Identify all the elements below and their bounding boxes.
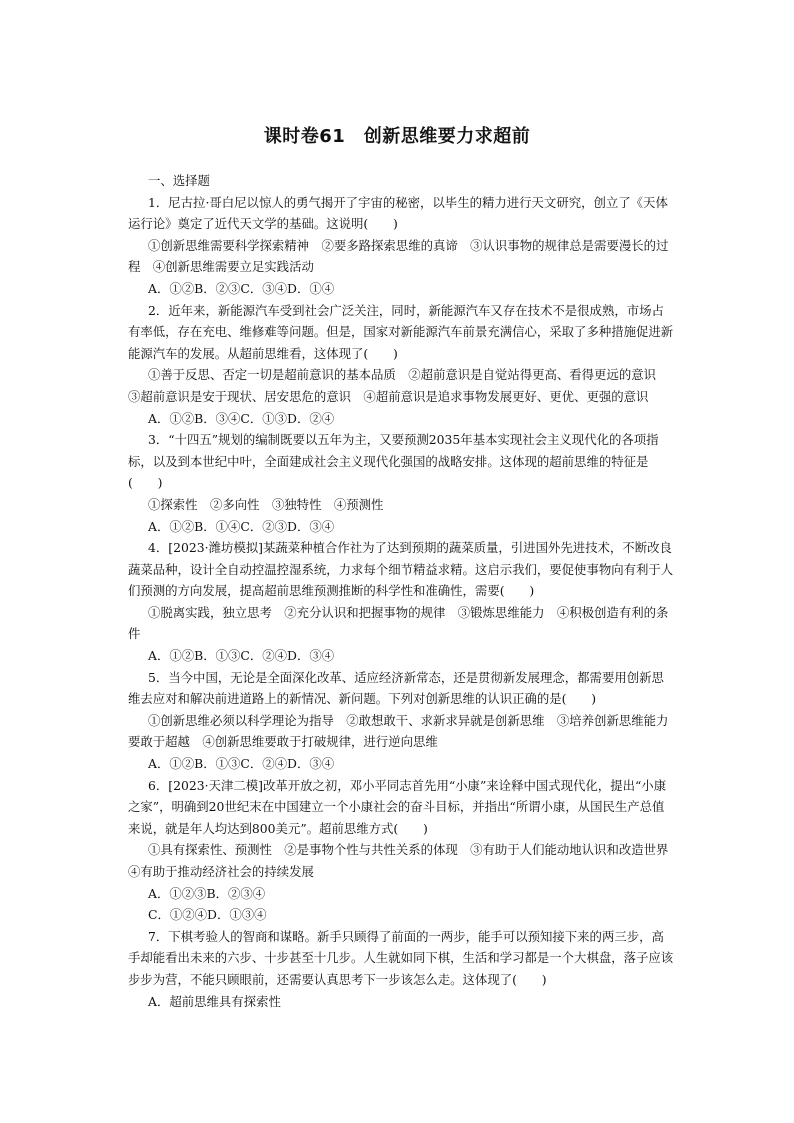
section-heading: 一、选择题	[148, 173, 210, 188]
question-items: ①善于反思、否定一切是超前意识的基本品质 ②超前意识是自觉站得更高、看得更远的意识 ③超前意识是安于现状、居安思危的意识 ④超前意识是追求事物发展更好、更优、更强的意识	[128, 367, 669, 404]
question-stem: 3．“十四五”规划的编制既要以五年为主，又要预测2035年基本实现社会主义现代化的各项指标，以及到本世纪中叶，全面建成社会主义现代化强国的战略安排。这体现的超前思维的特征是( )	[128, 432, 659, 491]
question-stem: 6．[2023·天津二模]改革开放之初，邓小平同志首先用“小康”来诠释中国式现代化，提出“小康之家”，明确到20世纪末在中国建立一个小康社会的奋斗目标，并指出“所谓小康，从国民生产总值来说，就是年人均达到800美元”。超前思维方式( )	[128, 777, 667, 836]
question-stem: 1．尼古拉·哥白尼以惊人的勇气揭开了宇宙的秘密，以毕生的精力进行天文研究，创立了《天体运行论》奠定了近代天文学的基础。这说明( )	[128, 194, 668, 232]
question-items: ①创新思维必须以科学理论为指导 ②敢想敢干、求新求异就是创新思维 ③培养创新思维能力要敢于超越 ④创新思维要敢于打破规律，进行逆向思维	[128, 712, 669, 750]
question-options: A．①②③B．②③④	[148, 885, 266, 901]
question-stem: 7．下棋考验人的智商和谋略。新手只顾得了前面的一两步，能手可以预知接下来的两三步，高手却能看出未来的六步、十步甚至十几步。人生就如同下棋，生活和学习都是一个大棋盘，落子应该步步为营，不能只顾眼前，还需要认真思考下一步该怎么走。这体现了( )	[128, 928, 674, 987]
question-items: ①具有探索性、预测性 ②是事物个性与共性关系的体现 ③有助于人们能动地认识和改造世界 ④有助于推动经济社会的持续发展	[128, 842, 681, 879]
question-items: ①创新思维需要科学探索精神 ②要多路探索思维的真谛 ③认识事物的规律总是需要漫长的过程 ④创新思维需要立足实践活动	[128, 237, 669, 275]
question-options: C．①②④D．①③④	[148, 907, 267, 923]
question-stem: 4．[2023·潍坊模拟]某蔬菜种植合作社为了达到预期的蔬菜质量，引进国外先进技术，不断改良蔬菜品种，设计全自动控温控湿系统，力求每个细节精益求精。这启示我们，要促使事物向有利于人们预测的方向发展，提高超前思维预测推断的科学性和准确性，需要( )	[128, 540, 674, 599]
question-options: A．①②B．①③C．②④D．③④	[148, 648, 335, 664]
question-options: A．①②B．①③C．②④D．③④	[148, 756, 335, 772]
question-options: A．超前思维具有探索性	[148, 993, 281, 1009]
question-options: A．①②B．③④C．①③D．②④	[148, 410, 335, 426]
question-items: ①探索性 ②多向性 ③独特性 ④预测性	[148, 496, 384, 512]
question-options: A．①②B．②③C．③④D．①④	[148, 280, 335, 296]
question-stem: 5．当今中国，无论是全面深化改革、适应经济新常态，还是贯彻新发展理念，都需要用创新思维去应对和解决前进道路上的新情况、新问题。下列对创新思维的认识正确的是( )	[128, 669, 664, 707]
page-title: 课时卷61 创新思维要力求超前	[263, 126, 531, 147]
question-items: ①脱离实践，独立思考 ②充分认识和把握事物的规律 ③锻炼思维能力 ④积极创造有利的条件	[128, 604, 669, 642]
question-body	[128, 170, 681, 1012]
question-stem: 2．近年来，新能源汽车受到社会广泛关注，同时，新能源汽车又存在技术不是很成熟，市场占有率低，存在充电、维修难等问题。但是，国家对新能源汽车前景充满信心，采取了多种措施促进新能源汽车的发展。从超前思维看，这体现了( )	[128, 302, 674, 361]
question-options: A．①②B．①④C．②③D．③④	[148, 518, 335, 534]
